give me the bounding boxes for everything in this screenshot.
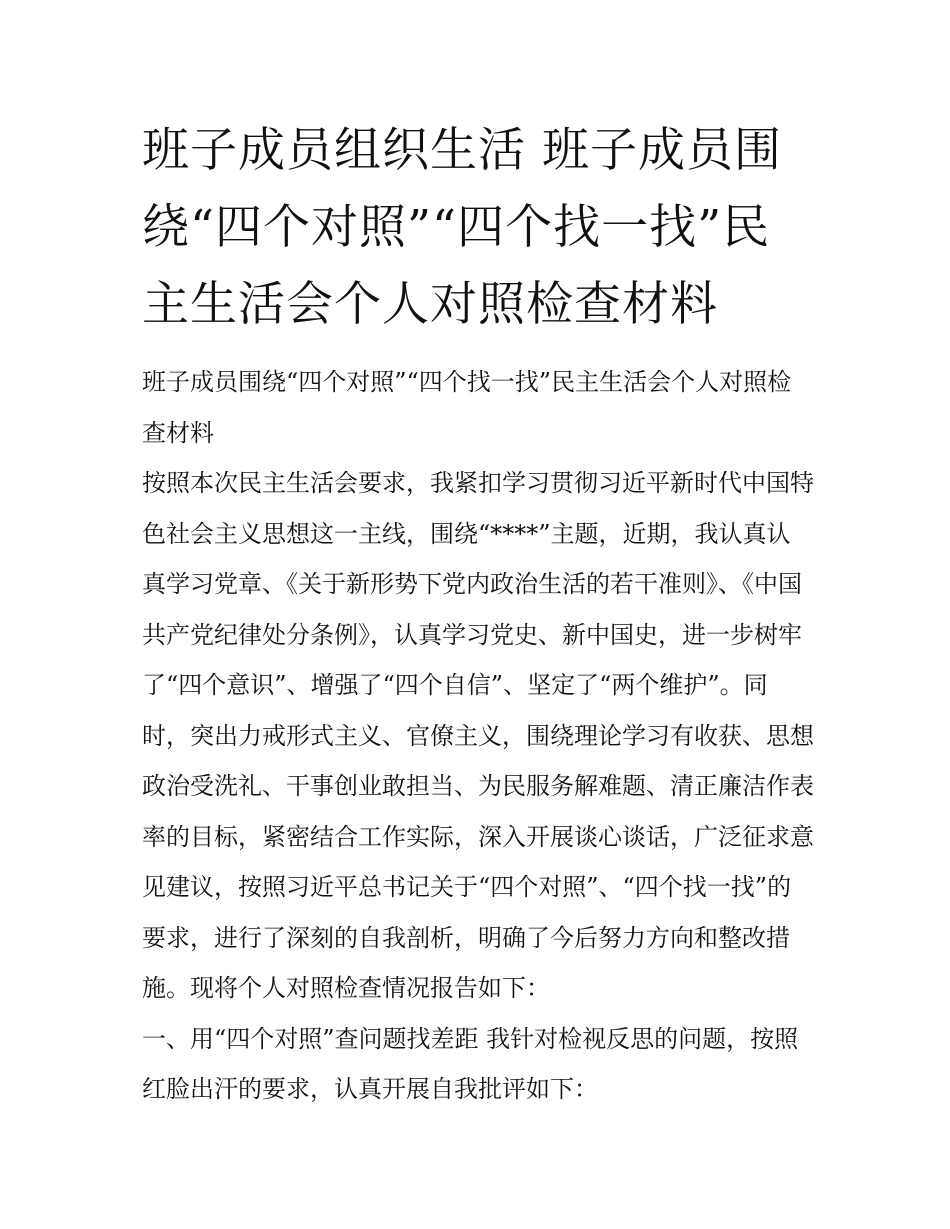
- section-one-paragraph: 一、用“四个对照”查问题找差距 我针对检视反思的问题，按照红脸出汗的要求，认真开展自我批评如下：: [142, 1024, 799, 1103]
- document-subtitle: 班子成员围绕“四个对照”“四个找一找”民主生活会个人对照检查材料: [142, 368, 792, 447]
- intro-paragraph: 按照本次民主生活会要求，我紧扣学习贯彻习近平新时代中国特色社会主义思想这一主线，围绕“****”主题，近期，我认真认真学习党章、《关于新形势下党内政治生活的若干准则》、《中国共产党纪律处分条例》，认真学习党史、新中国史，进一步树牢了“四个意识”、增强了“四个自信”、坚定了“两个维护”。同时，突出力戒形式主义、官僚主义，围绕理论学习有收获、思想政治受洗礼、干事创业敢担当、为民服务解难题、清正廉洁作表率的目标，紧密结合工作实际，深入开展谈心谈话，广泛征求意见建议，按照习近平总书记关于“四个对照”、“四个找一找”的要求，进行了深刻的自我剖析，明确了今后努力方向和整改措施。现将个人对照检查情况报告如下：: [142, 469, 814, 1002]
- document-body: [142, 112, 814, 1115]
- document-title: 班子成员组织生活 班子成员围绕“四个对照”“四个找一找”民主生活会个人对照检查材料: [142, 123, 782, 332]
